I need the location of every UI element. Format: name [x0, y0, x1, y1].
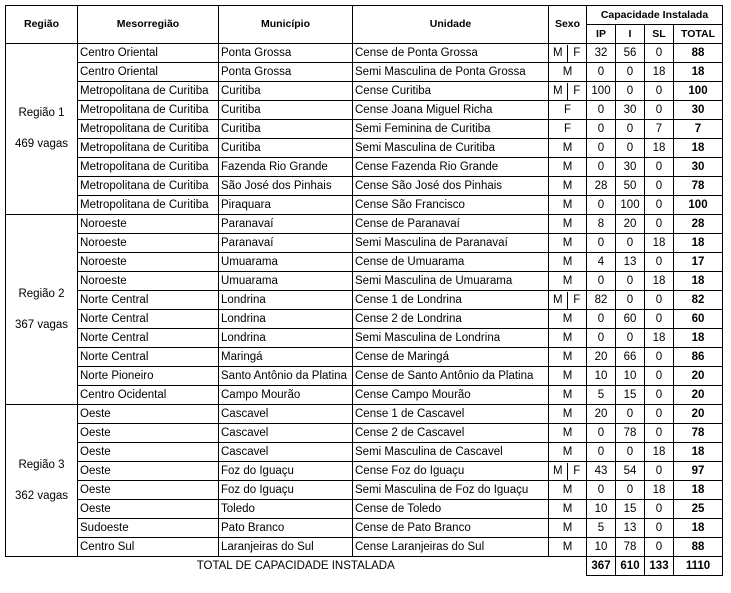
sexo-m: M [549, 292, 568, 309]
mesorregiao-cell: Norte Pioneiro [78, 367, 219, 386]
header-sexo: Sexo [549, 6, 587, 44]
i-cell: 13 [616, 253, 645, 272]
table-row [6, 120, 723, 139]
mesorregiao-cell: Metropolitana de Curitiba [78, 101, 219, 120]
unidade-cell: Cense de Paranavaí [353, 215, 549, 234]
municipio-cell: Foz do Iguaçu [219, 481, 353, 500]
mesorregiao-cell: Centro Sul [78, 538, 219, 557]
unidade-cell: Cense São Francisco [353, 196, 549, 215]
table-row [6, 234, 723, 253]
header-sl: SL [645, 25, 674, 44]
unidade-cell: Cense de Umuarama [353, 253, 549, 272]
ip-cell: 100 [587, 82, 616, 101]
sl-cell: 0 [645, 386, 674, 405]
mesorregiao-cell: Centro Oriental [78, 63, 219, 82]
sexo-cell: M [549, 519, 587, 538]
ip-cell: 32 [587, 44, 616, 63]
table-row [6, 519, 723, 538]
mesorregiao-cell: Metropolitana de Curitiba [78, 158, 219, 177]
i-cell: 0 [616, 82, 645, 101]
table-row [6, 63, 723, 82]
municipio-cell: Cascavel [219, 424, 353, 443]
i-cell: 0 [616, 291, 645, 310]
total-cell: 28 [674, 215, 723, 234]
sexo-cell: M [549, 310, 587, 329]
sexo-cell: M [549, 405, 587, 424]
capacity-table [5, 5, 723, 576]
ip-cell: 0 [587, 120, 616, 139]
municipio-cell: Maringá [219, 348, 353, 367]
total-label: TOTAL DE CAPACIDADE INSTALADA [196, 559, 395, 572]
unidade-cell: Cense 1 de Cascavel [353, 405, 549, 424]
unidade-cell: Cense de Maringá [353, 348, 549, 367]
municipio-cell: São José dos Pinhais [219, 177, 353, 196]
sl-cell: 0 [645, 462, 674, 481]
i-cell: 54 [616, 462, 645, 481]
table-row [6, 481, 723, 500]
sl-cell: 0 [645, 196, 674, 215]
sl-cell: 0 [645, 538, 674, 557]
total-cell: 20 [674, 405, 723, 424]
header-regiao: Região [6, 6, 78, 44]
total-total: 1110 [674, 557, 723, 576]
sl-cell: 18 [645, 272, 674, 291]
sl-cell: 0 [645, 310, 674, 329]
ip-cell: 0 [587, 63, 616, 82]
sexo-cell [549, 44, 587, 63]
ip-cell: 82 [587, 291, 616, 310]
sl-cell: 18 [645, 234, 674, 253]
unidade-cell: Semi Masculina de Londrina [353, 329, 549, 348]
unidade-cell: Cense Laranjeiras do Sul [353, 538, 549, 557]
i-cell: 78 [616, 538, 645, 557]
i-cell: 10 [616, 367, 645, 386]
sl-cell: 0 [645, 44, 674, 63]
ip-cell: 0 [587, 329, 616, 348]
header-capacidade: Capacidade Instalada [587, 6, 723, 25]
total-cell: 18 [674, 63, 723, 82]
municipio-cell: Londrina [219, 329, 353, 348]
sexo-cell: M [549, 196, 587, 215]
municipio-cell: Londrina [219, 310, 353, 329]
mesorregiao-cell: Oeste [78, 462, 219, 481]
table-row [6, 329, 723, 348]
mesorregiao-cell: Oeste [78, 443, 219, 462]
unidade-cell: Cense de Ponta Grossa [353, 44, 549, 63]
unidade-cell: Semi Masculina de Curitiba [353, 139, 549, 158]
i-cell: 0 [616, 120, 645, 139]
ip-cell: 20 [587, 348, 616, 367]
sexo-m: M [549, 83, 568, 100]
sexo-cell: F [549, 101, 587, 120]
unidade-cell: Cense Curitiba [353, 82, 549, 101]
sexo-cell: M [549, 386, 587, 405]
unidade-cell: Semi Masculina de Paranavaí [353, 234, 549, 253]
i-cell: 66 [616, 348, 645, 367]
i-cell: 78 [616, 424, 645, 443]
i-cell: 0 [616, 63, 645, 82]
mesorregiao-cell: Metropolitana de Curitiba [78, 139, 219, 158]
mesorregiao-cell: Norte Central [78, 310, 219, 329]
region-name: Região 3 [18, 458, 65, 471]
sl-cell: 18 [645, 443, 674, 462]
mesorregiao-cell: Oeste [78, 481, 219, 500]
ip-cell: 4 [587, 253, 616, 272]
unidade-cell: Semi Masculina de Foz do Iguaçu [353, 481, 549, 500]
i-cell: 0 [616, 139, 645, 158]
municipio-cell: Campo Mourão [219, 386, 353, 405]
municipio-cell: Londrina [219, 291, 353, 310]
header-total: TOTAL [674, 25, 723, 44]
sl-cell: 0 [645, 500, 674, 519]
sexo-cell [549, 291, 587, 310]
i-cell: 13 [616, 519, 645, 538]
i-cell: 56 [616, 44, 645, 63]
i-cell: 20 [616, 215, 645, 234]
municipio-cell: Pato Branco [219, 519, 353, 538]
unidade-cell: Cense Campo Mourão [353, 386, 549, 405]
sl-cell: 18 [645, 63, 674, 82]
i-cell: 30 [616, 158, 645, 177]
sl-cell: 0 [645, 424, 674, 443]
mesorregiao-cell: Metropolitana de Curitiba [78, 82, 219, 101]
total-cell: 88 [674, 538, 723, 557]
sl-cell: 0 [645, 291, 674, 310]
mesorregiao-cell: Norte Central [78, 348, 219, 367]
sexo-cell: M [549, 424, 587, 443]
mesorregiao-cell: Centro Oriental [78, 44, 219, 63]
mesorregiao-cell: Metropolitana de Curitiba [78, 120, 219, 139]
municipio-cell: Curitiba [219, 139, 353, 158]
unidade-cell: Cense Fazenda Rio Grande [353, 158, 549, 177]
table-row [6, 101, 723, 120]
sexo-cell: M [549, 538, 587, 557]
table-row [6, 44, 723, 63]
ip-cell: 43 [587, 462, 616, 481]
ip-cell: 0 [587, 158, 616, 177]
region-cell [6, 44, 78, 215]
mesorregiao-cell: Metropolitana de Curitiba [78, 196, 219, 215]
i-cell: 15 [616, 500, 645, 519]
region-vagas: 469 vagas [14, 138, 69, 150]
total-ip: 367 [587, 557, 616, 576]
total-cell: 7 [674, 120, 723, 139]
municipio-cell: Cascavel [219, 405, 353, 424]
sl-cell: 0 [645, 253, 674, 272]
sexo-cell: F [549, 120, 587, 139]
i-cell: 100 [616, 196, 645, 215]
total-cell: 88 [674, 44, 723, 63]
header-mesorregiao: Mesorregião [78, 6, 219, 44]
municipio-cell: Cascavel [219, 443, 353, 462]
unidade-cell: Semi Feminina de Curitiba [353, 120, 549, 139]
unidade-cell: Cense São José dos Pinhais [353, 177, 549, 196]
total-cell: 18 [674, 234, 723, 253]
table-row [6, 291, 723, 310]
ip-cell: 0 [587, 272, 616, 291]
region-vagas: 367 vagas [14, 318, 69, 331]
sl-cell: 0 [645, 367, 674, 386]
total-cell: 18 [674, 519, 723, 538]
i-cell: 0 [616, 443, 645, 462]
ip-cell: 0 [587, 443, 616, 462]
table-row [6, 367, 723, 386]
table-row [6, 443, 723, 462]
sexo-cell [549, 82, 587, 101]
unidade-cell: Cense 2 de Cascavel [353, 424, 549, 443]
unidade-cell: Semi Masculina de Umuarama [353, 272, 549, 291]
sl-cell: 0 [645, 519, 674, 538]
sexo-cell: M [549, 63, 587, 82]
sexo-cell: M [549, 443, 587, 462]
region-cell [6, 215, 78, 405]
mesorregiao-cell: Noroeste [78, 234, 219, 253]
sexo-cell: M [549, 234, 587, 253]
total-cell: 86 [674, 348, 723, 367]
total-cell: 25 [674, 500, 723, 519]
table-row [6, 139, 723, 158]
region-vagas: 362 vagas [14, 489, 69, 502]
total-sl: 133 [645, 557, 674, 576]
total-cell: 78 [674, 424, 723, 443]
ip-cell: 0 [587, 101, 616, 120]
total-cell: 82 [674, 291, 723, 310]
sl-cell: 0 [645, 405, 674, 424]
sl-cell: 0 [645, 177, 674, 196]
unidade-cell: Cense de Toledo [353, 500, 549, 519]
sexo-cell: M [549, 500, 587, 519]
region-name: Região 2 [18, 287, 65, 300]
municipio-cell: Curitiba [219, 82, 353, 101]
ip-cell: 20 [587, 405, 616, 424]
total-cell: 60 [674, 310, 723, 329]
i-cell: 50 [616, 177, 645, 196]
mesorregiao-cell: Metropolitana de Curitiba [78, 177, 219, 196]
mesorregiao-cell: Sudoeste [78, 519, 219, 538]
i-cell: 0 [616, 234, 645, 253]
total-cell: 18 [674, 139, 723, 158]
sexo-f: F [573, 84, 581, 97]
table-row [6, 253, 723, 272]
mesorregiao-cell: Centro Ocidental [78, 386, 219, 405]
sexo-cell: M [549, 329, 587, 348]
table-row [6, 386, 723, 405]
header-i: I [616, 25, 645, 44]
sexo-cell: M [549, 348, 587, 367]
mesorregiao-cell: Noroeste [78, 253, 219, 272]
table-row [6, 158, 723, 177]
sl-cell: 0 [645, 101, 674, 120]
i-cell: 0 [616, 405, 645, 424]
table-row [6, 405, 723, 424]
total-cell: 17 [674, 253, 723, 272]
unidade-cell: Semi Masculina de Cascavel [353, 443, 549, 462]
ip-cell: 0 [587, 481, 616, 500]
sexo-cell [549, 462, 587, 481]
municipio-cell: Foz do Iguaçu [219, 462, 353, 481]
total-cell: 18 [674, 272, 723, 291]
sexo-f: F [573, 464, 581, 477]
sexo-cell: M [549, 139, 587, 158]
i-cell: 0 [616, 329, 645, 348]
municipio-cell: Fazenda Rio Grande [219, 158, 353, 177]
total-cell: 18 [674, 329, 723, 348]
mesorregiao-cell: Noroeste [78, 215, 219, 234]
sexo-cell: M [549, 177, 587, 196]
unidade-cell: Semi Masculina de Ponta Grossa [353, 63, 549, 82]
ip-cell: 0 [587, 310, 616, 329]
total-cell: 20 [674, 367, 723, 386]
sl-cell: 0 [645, 348, 674, 367]
unidade-cell: Cense Foz do Iguaçu [353, 462, 549, 481]
table-body [6, 44, 723, 557]
ip-cell: 10 [587, 538, 616, 557]
sl-cell: 18 [645, 329, 674, 348]
municipio-cell: Umuarama [219, 272, 353, 291]
table-row [6, 538, 723, 557]
ip-cell: 0 [587, 234, 616, 253]
region-name: Região 1 [18, 107, 65, 119]
i-cell: 15 [616, 386, 645, 405]
municipio-cell: Santo Antônio da Platina [219, 367, 353, 386]
sl-cell: 7 [645, 120, 674, 139]
sexo-cell: M [549, 481, 587, 500]
table-row [6, 424, 723, 443]
municipio-cell: Ponta Grossa [219, 44, 353, 63]
sexo-f: F [573, 293, 581, 306]
municipio-cell: Paranavaí [219, 234, 353, 253]
i-cell: 0 [616, 272, 645, 291]
sexo-cell: M [549, 158, 587, 177]
municipio-cell: Laranjeiras do Sul [219, 538, 353, 557]
table-row [6, 462, 723, 481]
table-row [6, 500, 723, 519]
municipio-cell: Paranavaí [219, 215, 353, 234]
ip-cell: 0 [587, 424, 616, 443]
sexo-cell: M [549, 272, 587, 291]
total-cell: 30 [674, 101, 723, 120]
sexo-m: M [549, 45, 568, 62]
municipio-cell: Toledo [219, 500, 353, 519]
total-cell: 97 [674, 462, 723, 481]
municipio-cell: Curitiba [219, 120, 353, 139]
sl-cell: 0 [645, 82, 674, 101]
table-row [6, 196, 723, 215]
sexo-m: M [549, 463, 568, 480]
unidade-cell: Cense Joana Miguel Richa [353, 101, 549, 120]
sl-cell: 18 [645, 481, 674, 500]
municipio-cell: Piraquara [219, 196, 353, 215]
mesorregiao-cell: Oeste [78, 424, 219, 443]
header-ip: IP [587, 25, 616, 44]
table-row [6, 215, 723, 234]
unidade-cell: Cense 2 de Londrina [353, 310, 549, 329]
unidade-cell: Cense de Pato Branco [353, 519, 549, 538]
ip-cell: 5 [587, 386, 616, 405]
i-cell: 30 [616, 101, 645, 120]
region-cell [6, 405, 78, 557]
sl-cell: 0 [645, 215, 674, 234]
table-row [6, 272, 723, 291]
ip-cell: 5 [587, 519, 616, 538]
table-row [6, 177, 723, 196]
total-cell: 18 [674, 481, 723, 500]
header-unidade: Unidade [353, 6, 549, 44]
municipio-cell: Curitiba [219, 101, 353, 120]
total-cell: 100 [674, 196, 723, 215]
ip-cell: 0 [587, 139, 616, 158]
total-cell: 18 [674, 443, 723, 462]
table-row [6, 348, 723, 367]
total-i: 610 [616, 557, 645, 576]
unidade-cell: Cense 1 de Londrina [353, 291, 549, 310]
sl-cell: 0 [645, 158, 674, 177]
mesorregiao-cell: Norte Central [78, 291, 219, 310]
ip-cell: 8 [587, 215, 616, 234]
header-municipio: Município [219, 6, 353, 44]
ip-cell: 10 [587, 367, 616, 386]
total-cell: 20 [674, 386, 723, 405]
sexo-f: F [573, 46, 581, 59]
mesorregiao-cell: Norte Central [78, 329, 219, 348]
municipio-cell: Ponta Grossa [219, 63, 353, 82]
ip-cell: 0 [587, 196, 616, 215]
unidade-cell: Cense de Santo Antônio da Platina [353, 367, 549, 386]
sexo-cell: M [549, 215, 587, 234]
ip-cell: 28 [587, 177, 616, 196]
table-row [6, 310, 723, 329]
ip-cell: 10 [587, 500, 616, 519]
sl-cell: 18 [645, 139, 674, 158]
i-cell: 0 [616, 481, 645, 500]
table-row [6, 82, 723, 101]
sexo-cell: M [549, 367, 587, 386]
mesorregiao-cell: Oeste [78, 405, 219, 424]
municipio-cell: Umuarama [219, 253, 353, 272]
mesorregiao-cell: Noroeste [78, 272, 219, 291]
total-cell: 78 [674, 177, 723, 196]
total-cell: 30 [674, 158, 723, 177]
i-cell: 60 [616, 310, 645, 329]
total-cell: 100 [674, 82, 723, 101]
sexo-cell: M [549, 253, 587, 272]
mesorregiao-cell: Oeste [78, 500, 219, 519]
